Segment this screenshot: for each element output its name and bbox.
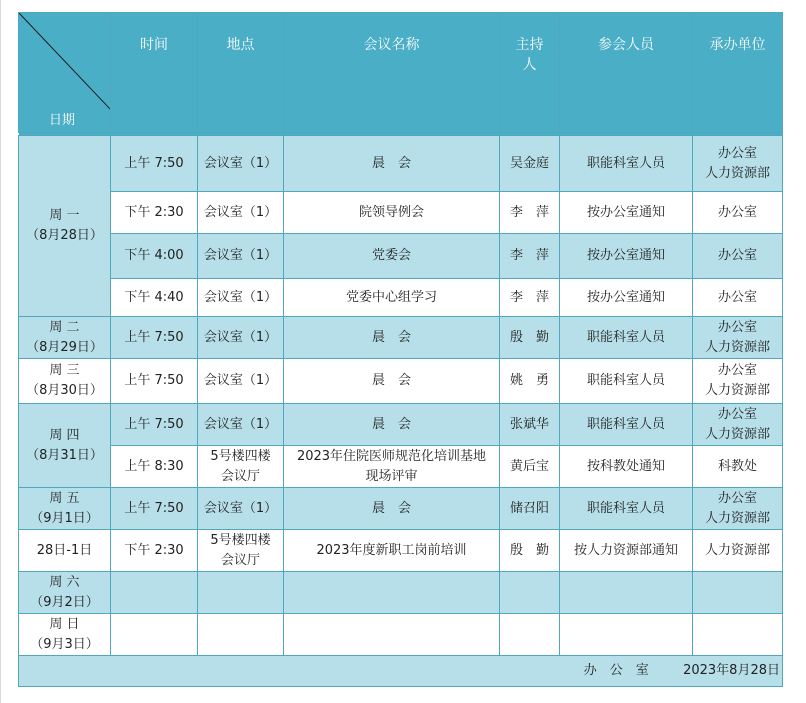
time-cell: 上午 7:50 — [111, 136, 198, 192]
time-cell — [111, 572, 198, 614]
table-row — [19, 488, 783, 530]
meeting-name-cell — [284, 572, 500, 614]
attendees-cell: 职能科室人员 — [560, 136, 693, 192]
location-cell: 5号楼四楼 会议厅 — [198, 446, 284, 488]
meeting-name-cell: 党委会 — [284, 234, 500, 279]
header-row — [19, 13, 783, 133]
meeting-name-cell: 晨 会 — [284, 404, 500, 446]
host-cell — [500, 572, 560, 614]
time-cell: 下午 2:30 — [111, 530, 198, 572]
attendees-cell — [560, 572, 693, 614]
time-cell: 上午 7:50 — [111, 488, 198, 530]
table-row — [19, 404, 783, 446]
meeting-schedule-table — [18, 12, 783, 687]
table-row — [19, 279, 783, 317]
host-column-header: 主持 人 — [500, 13, 560, 133]
organizer-cell: 办公室 人力资源部 — [693, 404, 783, 446]
meeting-name-cell: 晨 会 — [284, 488, 500, 530]
attendees-cell: 按人力资源部通知 — [560, 530, 693, 572]
location-cell — [198, 572, 284, 614]
footer-date: 2023年8月28日 — [683, 663, 780, 678]
time-column-header: 时间 — [111, 13, 198, 133]
meeting-name-cell: 2023年度新职工岗前培训 — [284, 530, 500, 572]
host-cell: 储召阳 — [500, 488, 560, 530]
time-cell: 上午 7:50 — [111, 317, 198, 359]
organizer-cell: 人力资源部 — [693, 530, 783, 572]
time-cell: 上午 8:30 — [111, 446, 198, 488]
corner-header-cell — [19, 13, 111, 133]
table-row — [19, 192, 783, 234]
meeting-name-cell: 2023年住院医师规范化培训基地 现场评审 — [284, 446, 500, 488]
diagonal-divider-icon — [19, 13, 111, 110]
host-cell: 殷 勤 — [500, 530, 560, 572]
location-cell: 会议室（1） — [198, 234, 284, 279]
attendees-cell: 按办公室通知 — [560, 279, 693, 317]
meeting-name-cell: 晨 会 — [284, 317, 500, 359]
table-row — [19, 572, 783, 614]
day-cell-monday: 周 一 （8月28日） — [19, 136, 111, 317]
meeting-name-cell: 党委中心组学习 — [284, 279, 500, 317]
attendees-cell: 职能科室人员 — [560, 317, 693, 359]
location-cell: 会议室（1） — [198, 136, 284, 192]
table-row — [19, 614, 783, 656]
attendees-column-header: 参会人员 — [560, 13, 693, 133]
meeting-name-column-header: 会议名称 — [284, 13, 500, 133]
table-row — [19, 530, 783, 572]
organizer-cell: 办公室 人力资源部 — [693, 136, 783, 192]
organizer-cell: 办公室 — [693, 234, 783, 279]
host-cell: 殷 勤 — [500, 317, 560, 359]
host-cell: 姚 勇 — [500, 359, 560, 404]
location-column-header: 地点 — [198, 13, 284, 133]
organizer-cell: 办公室 人力资源部 — [693, 359, 783, 404]
table-row — [19, 446, 783, 488]
organizer-cell — [693, 572, 783, 614]
meeting-name-cell: 院领导例会 — [284, 192, 500, 234]
meeting-name-cell: 晨 会 — [284, 359, 500, 404]
organizer-column-header: 承办单位 — [693, 13, 783, 133]
organizer-cell: 办公室 人力资源部 — [693, 488, 783, 530]
time-cell: 下午 2:30 — [111, 192, 198, 234]
meeting-name-cell — [284, 614, 500, 656]
attendees-cell: 职能科室人员 — [560, 404, 693, 446]
table-row — [19, 359, 783, 404]
organizer-cell: 科教处 — [693, 446, 783, 488]
footer-cell — [19, 656, 783, 687]
host-cell: 黄后宝 — [500, 446, 560, 488]
host-cell: 张斌华 — [500, 404, 560, 446]
organizer-cell — [693, 614, 783, 656]
attendees-cell — [560, 614, 693, 656]
location-cell: 会议室（1） — [198, 317, 284, 359]
host-cell: 李 萍 — [500, 234, 560, 279]
location-cell — [198, 614, 284, 656]
day-cell-friday: 周 五 （9月1日） — [19, 488, 111, 530]
footer-office: 办 公 室 — [583, 663, 649, 678]
attendees-cell: 职能科室人员 — [560, 488, 693, 530]
organizer-cell: 办公室 — [693, 279, 783, 317]
organizer-cell: 办公室 人力资源部 — [693, 317, 783, 359]
page-left-rule — [0, 0, 1, 703]
organizer-cell: 办公室 — [693, 192, 783, 234]
table-row — [19, 317, 783, 359]
attendees-cell: 按办公室通知 — [560, 192, 693, 234]
day-cell-thursday: 周 四 （8月31日） — [19, 404, 111, 488]
host-cell: 吴金庭 — [500, 136, 560, 192]
location-cell: 会议室（1） — [198, 192, 284, 234]
footer-row — [19, 656, 783, 687]
day-cell-tuesday: 周 二 （8月29日） — [19, 317, 111, 359]
host-cell — [500, 614, 560, 656]
day-cell-wednesday: 周 三 （8月30日） — [19, 359, 111, 404]
time-cell: 下午 4:00 — [111, 234, 198, 279]
location-cell: 会议室（1） — [198, 404, 284, 446]
time-cell: 上午 7:50 — [111, 404, 198, 446]
host-cell: 李 萍 — [500, 192, 560, 234]
day-cell-sunday: 周 日 （9月3日） — [19, 614, 111, 656]
time-cell — [111, 614, 198, 656]
location-cell: 会议室（1） — [198, 488, 284, 530]
day-cell-saturday: 周 六 （9月2日） — [19, 572, 111, 614]
location-cell: 会议室（1） — [198, 359, 284, 404]
location-cell: 5号楼四楼 会议厅 — [198, 530, 284, 572]
day-cell-range: 28日-1日 — [19, 530, 111, 572]
attendees-cell: 职能科室人员 — [560, 359, 693, 404]
host-cell: 李 萍 — [500, 279, 560, 317]
table-row — [19, 136, 783, 192]
location-cell: 会议室（1） — [198, 279, 284, 317]
table-row — [19, 234, 783, 279]
meeting-name-cell: 晨 会 — [284, 136, 500, 192]
attendees-cell: 按办公室通知 — [560, 234, 693, 279]
date-column-label: 日期 — [49, 113, 76, 128]
time-cell: 上午 7:50 — [111, 359, 198, 404]
time-cell: 下午 4:40 — [111, 279, 198, 317]
attendees-cell: 按科教处通知 — [560, 446, 693, 488]
